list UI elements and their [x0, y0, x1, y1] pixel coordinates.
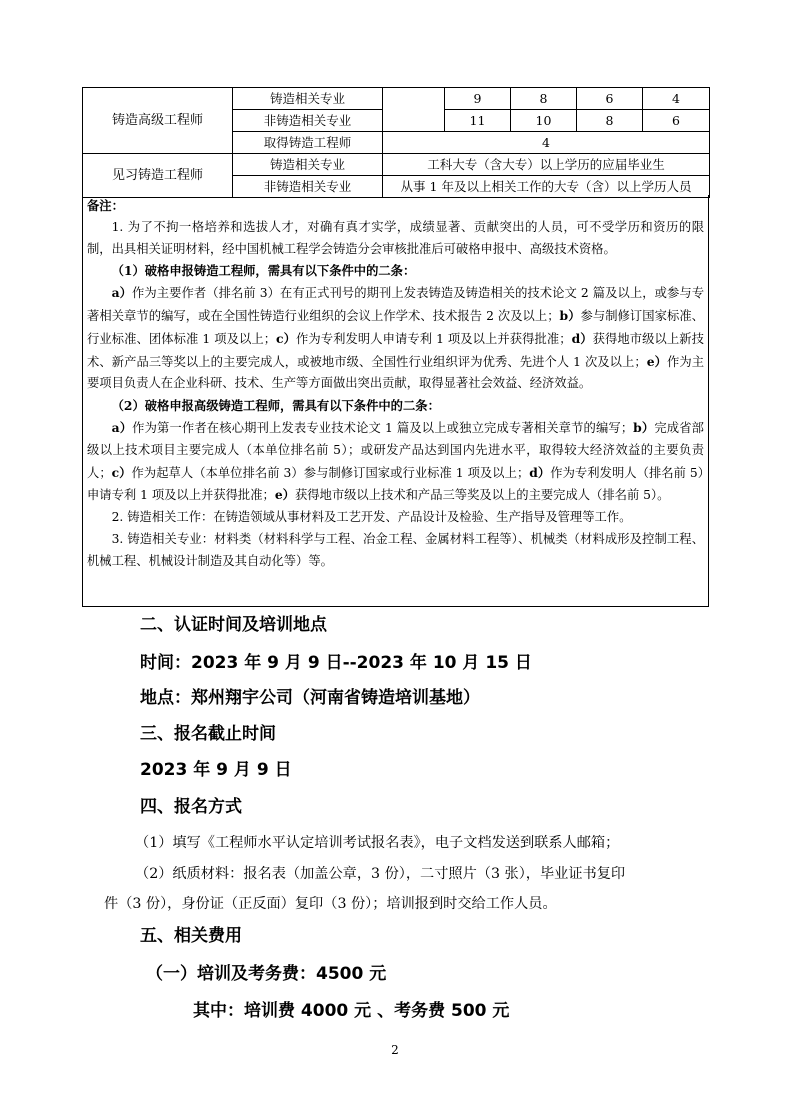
table-row — [83, 88, 710, 110]
year-value: 10 — [511, 110, 577, 132]
note-paragraph: a）作为主要作者（排名前 3）在有正式刊号的期刊上发表铸造及铸造相关的技术论文 2 篇及以上，或参与专著相关章节的编写，或在全国性铸造行业组织的会议上作学术、技术报告 2 次及以上；b）参与制修订国家标准、行业标准、团体标准 1 项及以上；c）作为专利发明人申请专利 1 项及以上并获得批准；d）获得地市级以上新技术、新产品三等奖以上的主要完成人，或被地市级、全国性行业组织评为优秀、先进个人 1 次及以上；e）作为主要项目负责人在企业科研、技术、生产等方面做出突出贡献，取得显著社会效益、经济效益。 — [87, 285, 704, 391]
section-heading: 四、报名方式 — [140, 797, 242, 817]
major-label: 非铸造相关专业 — [233, 110, 383, 132]
major-label: 非铸造相关专业 — [233, 176, 383, 198]
time-line: 时间：2023 年 9 月 9 日--2023 年 10 月 15 日 — [140, 653, 532, 673]
method-item: （1）填写《工程师水平认定培训考试报名表》，电子文档发送到联系人邮箱； — [135, 835, 620, 851]
section-heading: 三、报名截止时间 — [140, 724, 276, 744]
fee-detail: 其中：培训费 4000 元 、考务费 500 元 — [193, 1001, 510, 1021]
notes-box — [82, 195, 709, 607]
note-subheading: （1）破格申报铸造工程师，需具有以下条件中的二条： — [111, 263, 416, 279]
method-item-continued: 件（3 份），身份证（正反面）复印（3 份）；培训报到时交给工作人员。 — [104, 896, 557, 912]
note-subheading: （2）破格申报高级铸造工程师，需具有以下条件中的二条： — [111, 398, 440, 414]
note-paragraph: a）作为第一作者在核心期刊上发表专业技术论文 1 篇及以上或独立完成专著相关章节的编写；b）完成省部级以上技术项目主要完成人（本单位排名前 5）；或研发产品达到国内先进水平，取得较大经济效益的主要负责人；c）作为起草人（本单位排名前 3）参与制修订国家或行业标准 1 项及以上；d）作为专利发明人（排名前 5）申请专利 1 项及以上并获得批准；e）获得地市级以上技术和产品三等奖及以上的主要完成人（排名前 5）。 — [87, 419, 704, 503]
method-item: （2）纸质材料：报名表（加盖公章，3 份），二寸照片（3 张），毕业证书复印 — [135, 866, 626, 882]
requirement-text: 工科大专（含大专）以上学历的应届毕业生 — [383, 154, 710, 176]
year-value: 6 — [577, 88, 643, 110]
major-label: 取得铸造工程师 — [233, 132, 383, 154]
major-label: 铸造相关专业 — [233, 88, 383, 110]
note-paragraph: 2. 铸造相关工作：在铸造领域从事材料及工艺开发、产品设计及检验、生产指导及管理等工作。 — [111, 510, 632, 525]
merged-value: 4 — [383, 132, 710, 154]
section-heading: 二、认证时间及培训地点 — [140, 615, 327, 635]
qualification-table — [82, 87, 710, 198]
fee-title: （一）培训及考务费：4500 元 — [146, 964, 387, 984]
blank-cell — [383, 88, 445, 132]
section-heading: 五、相关费用 — [140, 926, 242, 946]
notes-heading: 备注： — [87, 198, 124, 213]
note-paragraph: 3. 铸造相关专业：材料类（材料科学与工程、冶金工程、金属材料工程等）、机械类（材料成形及控制工程、机械工程、机械设计制造及其自动化等）等。 — [87, 531, 704, 568]
note-paragraph: 1. 为了不拘一格培养和选拔人才，对确有真才实学，成绩显著、贡献突出的人员，可不受学历和资历的限制，出具相关证明材料，经中国机械工程学会铸造分会审核批准后可破格申报中、高级技术资格。 — [87, 219, 704, 256]
place-line: 地点：郑州翔宇公司（河南省铸造培训基地） — [140, 688, 480, 708]
senior-engineer-cell: 铸造高级工程师 — [83, 88, 233, 154]
intern-engineer-cell: 见习铸造工程师 — [83, 154, 233, 198]
year-value: 4 — [643, 88, 710, 110]
year-value: 11 — [445, 110, 511, 132]
major-label: 铸造相关专业 — [233, 154, 383, 176]
page-number: 2 — [391, 1043, 399, 1057]
table-row — [83, 154, 710, 176]
year-value: 9 — [445, 88, 511, 110]
year-value: 8 — [577, 110, 643, 132]
year-value: 8 — [511, 88, 577, 110]
year-value: 6 — [643, 110, 710, 132]
requirement-text: 从事 1 年及以上相关工作的大专（含）以上学历人员 — [383, 176, 710, 198]
deadline-line: 2023 年 9 月 9 日 — [140, 760, 292, 780]
